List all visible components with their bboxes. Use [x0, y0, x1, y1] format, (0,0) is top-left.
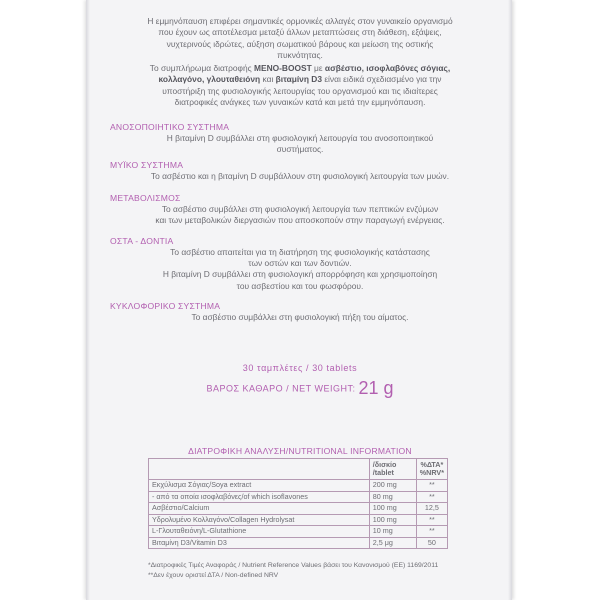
ingredient-name: Βιταμίνη D3/Vitamin D3 [149, 537, 370, 549]
section-immune [110, 122, 490, 155]
section-text: και των μεταβολικών διεργασιών που αποσκοπούν στην παραγωγή ενέργειας. [155, 215, 445, 226]
supplement-line [100, 74, 500, 85]
nrv-english: %NRV* [419, 468, 444, 477]
section-text: συστήματος. [276, 144, 324, 155]
ingredient-nrv: 12,5 [416, 503, 447, 515]
section-text: Το ασβέστιο συμβάλλει στη φυσιολογική λειτουργία των πεπτικών ενζύμων [161, 204, 439, 214]
product-brand: MENO-BOOST [254, 63, 312, 73]
ingredient-amount: 100 mg [369, 503, 416, 515]
table-row [149, 526, 448, 538]
ingredient-nrv: ** [416, 491, 447, 503]
table-row [149, 491, 448, 503]
table-row [149, 480, 448, 492]
table-header-row [149, 459, 448, 480]
supplement-text: Το συμπλήρωμα διατροφής [149, 63, 254, 73]
intro-paragraph [100, 16, 500, 62]
section-text: Το ασβέστιο και η βιταμίνη D συμβάλλουν στη φυσιολογική λειτουργία των μυών. [150, 171, 450, 181]
section-text: Η βιταμίνη D συμβάλλει στη φυσιολογική λειτουργία του ανοσοποιητικού [166, 133, 434, 143]
supplement-paragraph [100, 63, 500, 109]
net-weight-label: ΒΑΡΟΣ ΚΑΘΑΡΟ / NET WEIGHT: [206, 383, 356, 394]
table-header-empty [149, 459, 370, 480]
section-heading: ΟΣΤΑ - ΔΟΝΤΙΑ [110, 236, 174, 246]
ingredient-list: ασβέστιο, ισοφλαβόνες σόγιας, [324, 63, 451, 73]
table-row [149, 537, 448, 549]
section-text: των οστών και των δοντιών. [248, 258, 352, 269]
ingredient-name: L-Γλουταθειόνη/L-Glutathione [149, 526, 370, 538]
ingredient-amount: 2,5 μg [369, 537, 416, 549]
section-text: Η βιταμίνη D συμβάλλει στη φυσιολογική απορρόφηση και χρησιμοποίηση [162, 269, 438, 280]
supplement-text: με [311, 63, 325, 73]
footnote-nrv: *Διατροφικές Τιμές Αναφοράς / Nutrient Reference Values βάσει του Κανονισμού (ΕΕ) 1169/2011 [148, 562, 439, 569]
table-row [149, 514, 448, 526]
table-header-per-tablet: /δισκίο /tablet [369, 459, 416, 480]
nrv-greek: %ΔΤΑ* [420, 460, 444, 469]
ingredient-name: - από τα οποία ισοφλαβόνες/of which isoflavones [149, 491, 370, 503]
table-row [149, 503, 448, 515]
ingredient-name: Ασβέστιο/Calcium [149, 503, 370, 515]
section-circulatory [110, 301, 490, 323]
section-text: Το ασβέστιο απαιτείται για τη διατήρηση της φυσιολογικής κατάστασης [170, 247, 430, 257]
ingredient-amount: 200 mg [369, 480, 416, 492]
ingredient-amount: 80 mg [369, 491, 416, 503]
section-muscle [110, 160, 490, 182]
section-heading: ΑΝΟΣΟΠΟΙΗΤΙΚΟ ΣΥΣΤΗΜΑ [110, 122, 230, 132]
ingredient-name: Εκχύλισμα Σόγιας/Soya extract [149, 480, 370, 492]
supplement-text: και [260, 74, 276, 85]
footnote-non-defined: **Δεν έχουν οριστεί ΔΤΑ / Non-defined NRV [148, 572, 279, 579]
ingredient-name: Υδρολυμένο Κολλαγόνο/Collagen Hydrolysat [149, 514, 370, 526]
ingredient-nrv: ** [416, 480, 447, 492]
supplement-line: υποστήριξη της φυσιολογικής λειτουργίας του οργανισμού και τις ιδιαίτερες [162, 85, 438, 96]
section-metabolism [110, 193, 490, 226]
section-heading: ΜΥΪΚΟ ΣΥΣΤΗΜΑ [110, 160, 184, 170]
intro-line: που έχουν ως αποτέλεσμα μεταξύ άλλων μεταπτώσεις στη διάθεση, εξάψεις, [158, 27, 442, 38]
tablet-count: 30 ταμπλέτες / 30 tablets [242, 363, 358, 373]
intro-line: πυκνότητας. [277, 50, 323, 61]
ingredient-nrv: 50 [416, 537, 447, 549]
ingredient-amount: 100 mg [369, 514, 416, 526]
ingredient-amount: 10 mg [369, 526, 416, 538]
section-bones-teeth [110, 236, 490, 292]
nutrition-title: ΔΙΑΤΡΟΦΙΚΗ ΑΝΑΛΥΣΗ/NUTRITIONAL INFORMATION [188, 446, 412, 456]
ingredient-nrv: ** [416, 526, 447, 538]
section-text: του ασβεστίου και του φωσφόρου. [236, 280, 364, 291]
ingredient-list: κολλαγόνο, γλουταθειόνη [158, 74, 261, 85]
intro-line: Η εμμηνόπαυση επιφέρει σημαντικές ορμονικές αλλαγές στον γυναικείο οργανισμό [147, 16, 453, 26]
nutrition-table [148, 458, 448, 549]
net-weight [100, 378, 500, 399]
section-text: Το ασβέστιο συμβάλλει στη φυσιολογική πήξη του αίματος. [191, 312, 409, 322]
supplement-line: διατροφικές ανάγκες των γυναικών κατά και μετά την εμμηνόπαυση. [174, 97, 426, 108]
section-heading: ΚΥΚΛΟΦΟΡΙΚΟ ΣΥΣΤΗΜΑ [110, 301, 221, 311]
net-weight-value: 21 g [358, 378, 394, 398]
section-heading: ΜΕΤΑΒΟΛΙΣΜΟΣ [110, 193, 181, 203]
table-header-nrv [416, 459, 447, 480]
supplement-line [100, 63, 500, 74]
ingredient-list: βιταμίνη D3 [275, 74, 322, 85]
intro-line: νυχτερινούς ιδρώτες, αύξηση σωματικού βάρους και μείωση της οστικής [166, 38, 434, 49]
ingredient-nrv: ** [416, 514, 447, 526]
supplement-text: είναι ειδικά σχεδιασμένο για την [322, 74, 442, 85]
footnotes [148, 561, 468, 581]
